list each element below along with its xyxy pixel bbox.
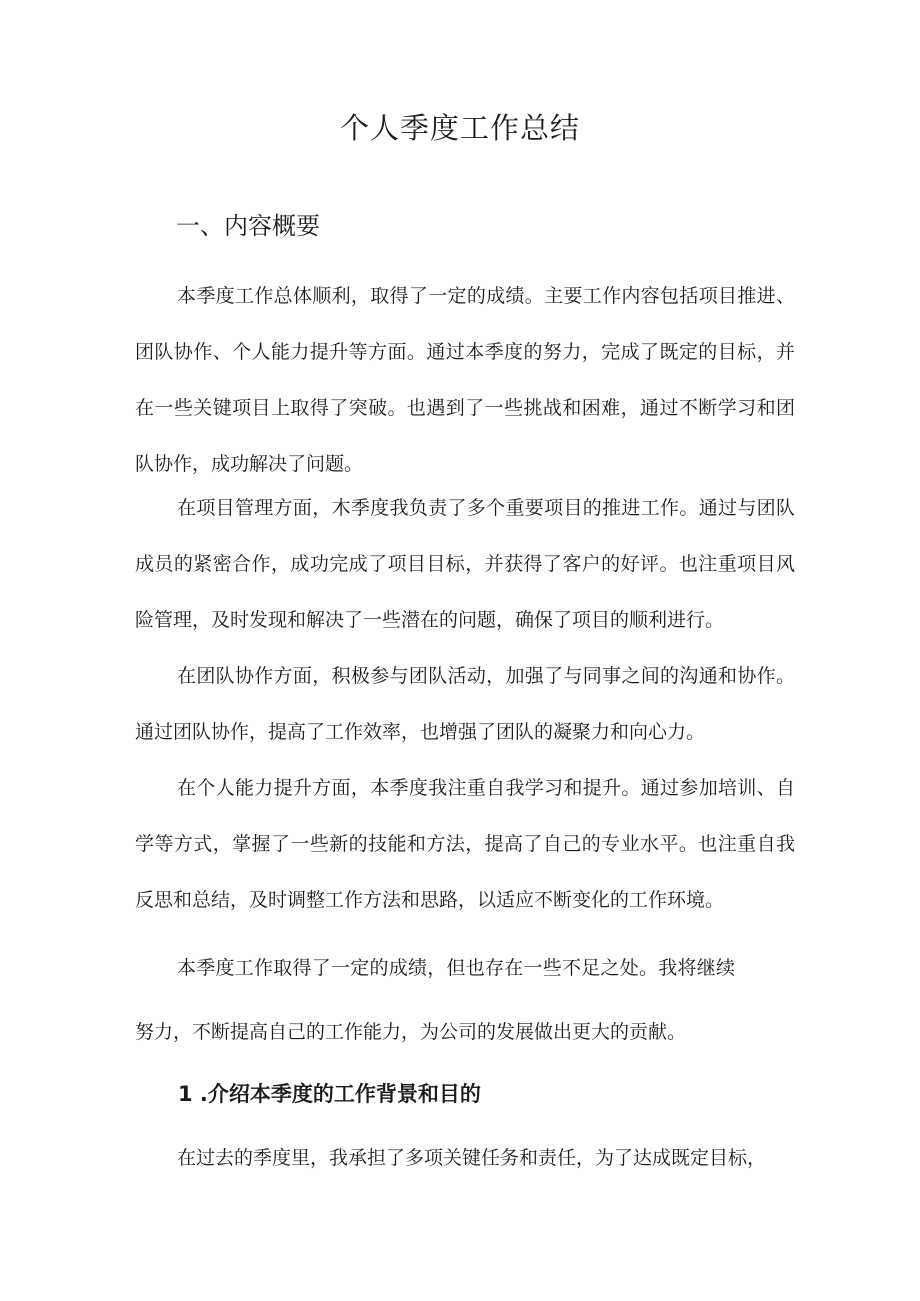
paragraph-project-management: 在项目管理方面，木季度我负责了多个重要项目的推进工作。通过与团队成员的紧密合作，成功完成了项目目标，并获得了客户的好评。也注重项目风险管理，及时发现和解决了一些潜在的问题，确保了项目的顺利进行。 [135,497,795,631]
paragraph-conclusion: 本季度工作取得了一定的成绩，但也存在一些不足之处。我将继续努力，不断提高自己的工作能力，为公司的发展做出更大的贡献。 [135,957,735,1043]
paragraph-background: 在过去的季度里，我承担了多项关键任务和责任，为了达成既定目标， [177,1147,767,1169]
paragraph-personal-growth: 在个人能力提升方面，本季度我注重自我学习和提升。通过参加培训、自学等方式，掌握了一些新的技能和方法，提高了自己的专业水平。也注重自我反思和总结，及时调整工作方法和思路，以适应不断变化的工作环境。 [135,777,795,911]
section-heading-summary: 一、内容概要 [176,212,320,240]
paragraph-overview: 本季度工作总体顺利，取得了一定的成绩。主要工作内容包括项目推进、团队协作、个人能力提升等方面。通过本季度的努力，完成了既定的目标，并在一些关键项目上取得了突破。也遇到了一些挑战和困难，通过不断学习和团队协作，成功解决了问题。 [135,285,795,475]
paragraph-team-collaboration: 在团队协作方面，积极参与团队活动，加强了与同事之间的沟通和协作。通过团队协作，提高了工作效率，也增强了团队的凝聚力和向心力。 [135,665,795,743]
subsection-heading-background: 1 .介绍本季度的工作背景和目的 [178,1082,481,1106]
document-title: 个人季度工作总结 [339,111,580,145]
